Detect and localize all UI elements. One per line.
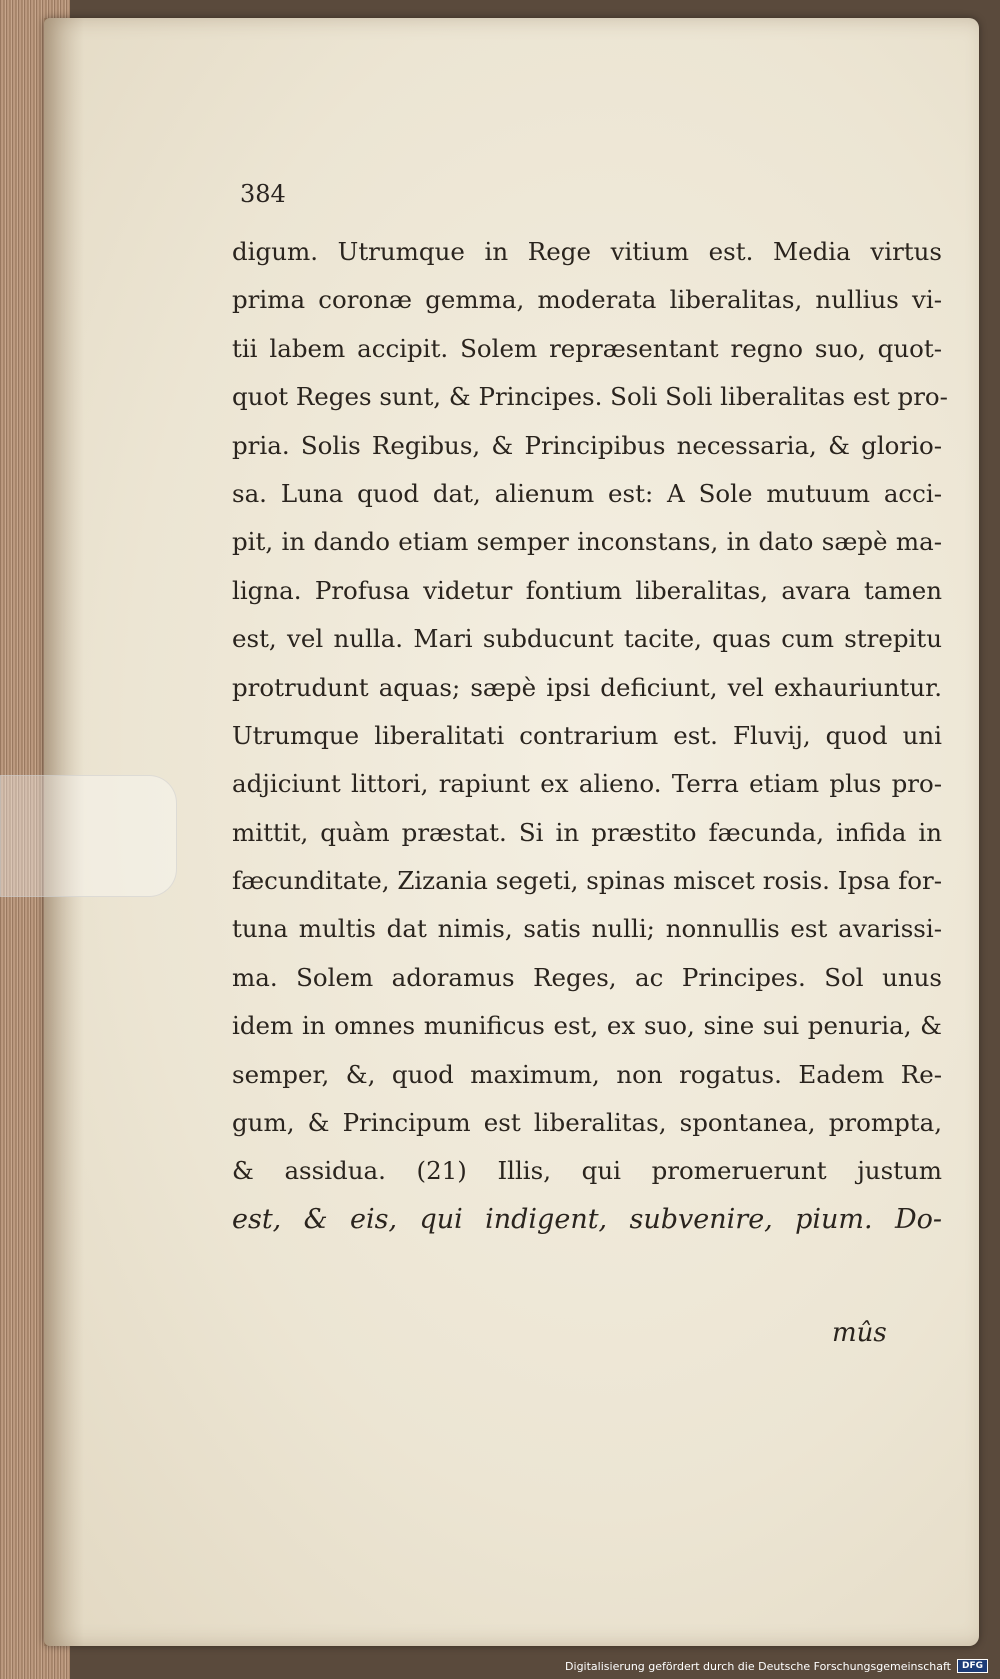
dfg-logo: DFG: [957, 1659, 988, 1673]
text-line: prima coronæ gemma, moderata liberalitas, nullius vi-: [232, 285, 942, 315]
text-line: Utrumque liberalitati contrarium est. Fluvij, quod uni: [232, 720, 942, 750]
text-line: pria. Solis Regibus, & Principibus necessaria, & glorio-: [232, 430, 942, 460]
page-number: 384: [240, 180, 286, 208]
text-line: adjiciunt littori, rapiunt ex alieno. Terra etiam plus pro-: [232, 769, 942, 799]
text-line: mittit, quàm præstat. Si in præstito fæcunda, infida in: [232, 817, 942, 847]
text-line: digum. Utrumque in Rege vitium est. Media virtus: [232, 237, 942, 266]
text-line: sa. Luna quod dat, alienum est: A Sole mutuum acci-: [232, 478, 942, 508]
text-line: ma. Solem adoramus Reges, ac Principes. Sol unus: [232, 962, 942, 992]
text-line: & assidua. (21) Illis, qui promeruerunt justum: [232, 1156, 942, 1186]
text-line: gum, & Principum est liberalitas, spontanea, prompta,: [232, 1108, 942, 1138]
text-line: pit, in dando etiam semper inconstans, in dato sæpè ma-: [232, 527, 942, 557]
text-line: idem in omnes munificus est, ex suo, sine sui penuria, &: [232, 1011, 942, 1041]
digitization-credit: [565, 1659, 988, 1673]
text-line: ligna. Profusa videtur fontium liberalitas, avara tamen: [232, 575, 942, 605]
text-line: tuna multis dat nimis, satis nulli; nonnullis est avarissi-: [232, 914, 942, 944]
text-line: semper, &, quod maximum, non rogatus. Eadem Re-: [232, 1059, 942, 1089]
credit-text: Digitalisierung gefördert durch die Deutsche Forschungsgemeinschaft: [565, 1659, 951, 1673]
text-line: fæcunditate, Zizania segeti, spinas miscet rosis. Ipsa for-: [232, 866, 942, 896]
body-text: [232, 228, 948, 1244]
page-clip: [0, 775, 177, 897]
text-line: est, vel nulla. Mari subducunt tacite, quas cum strepitu: [232, 624, 942, 654]
text-line: protrudunt aquas; sæpè ipsi deficiunt, vel exhauriuntur.: [232, 672, 942, 702]
text-line: est, & eis, qui indigent, subvenire, pium. Do-: [232, 1203, 942, 1235]
text-line: quot Reges sunt, & Principes. Soli Soli liberalitas est pro-: [232, 382, 948, 412]
text-line: tii labem accipit. Solem repræsentant regno suo, quot-: [232, 333, 942, 363]
catchword: mûs: [832, 1318, 887, 1348]
